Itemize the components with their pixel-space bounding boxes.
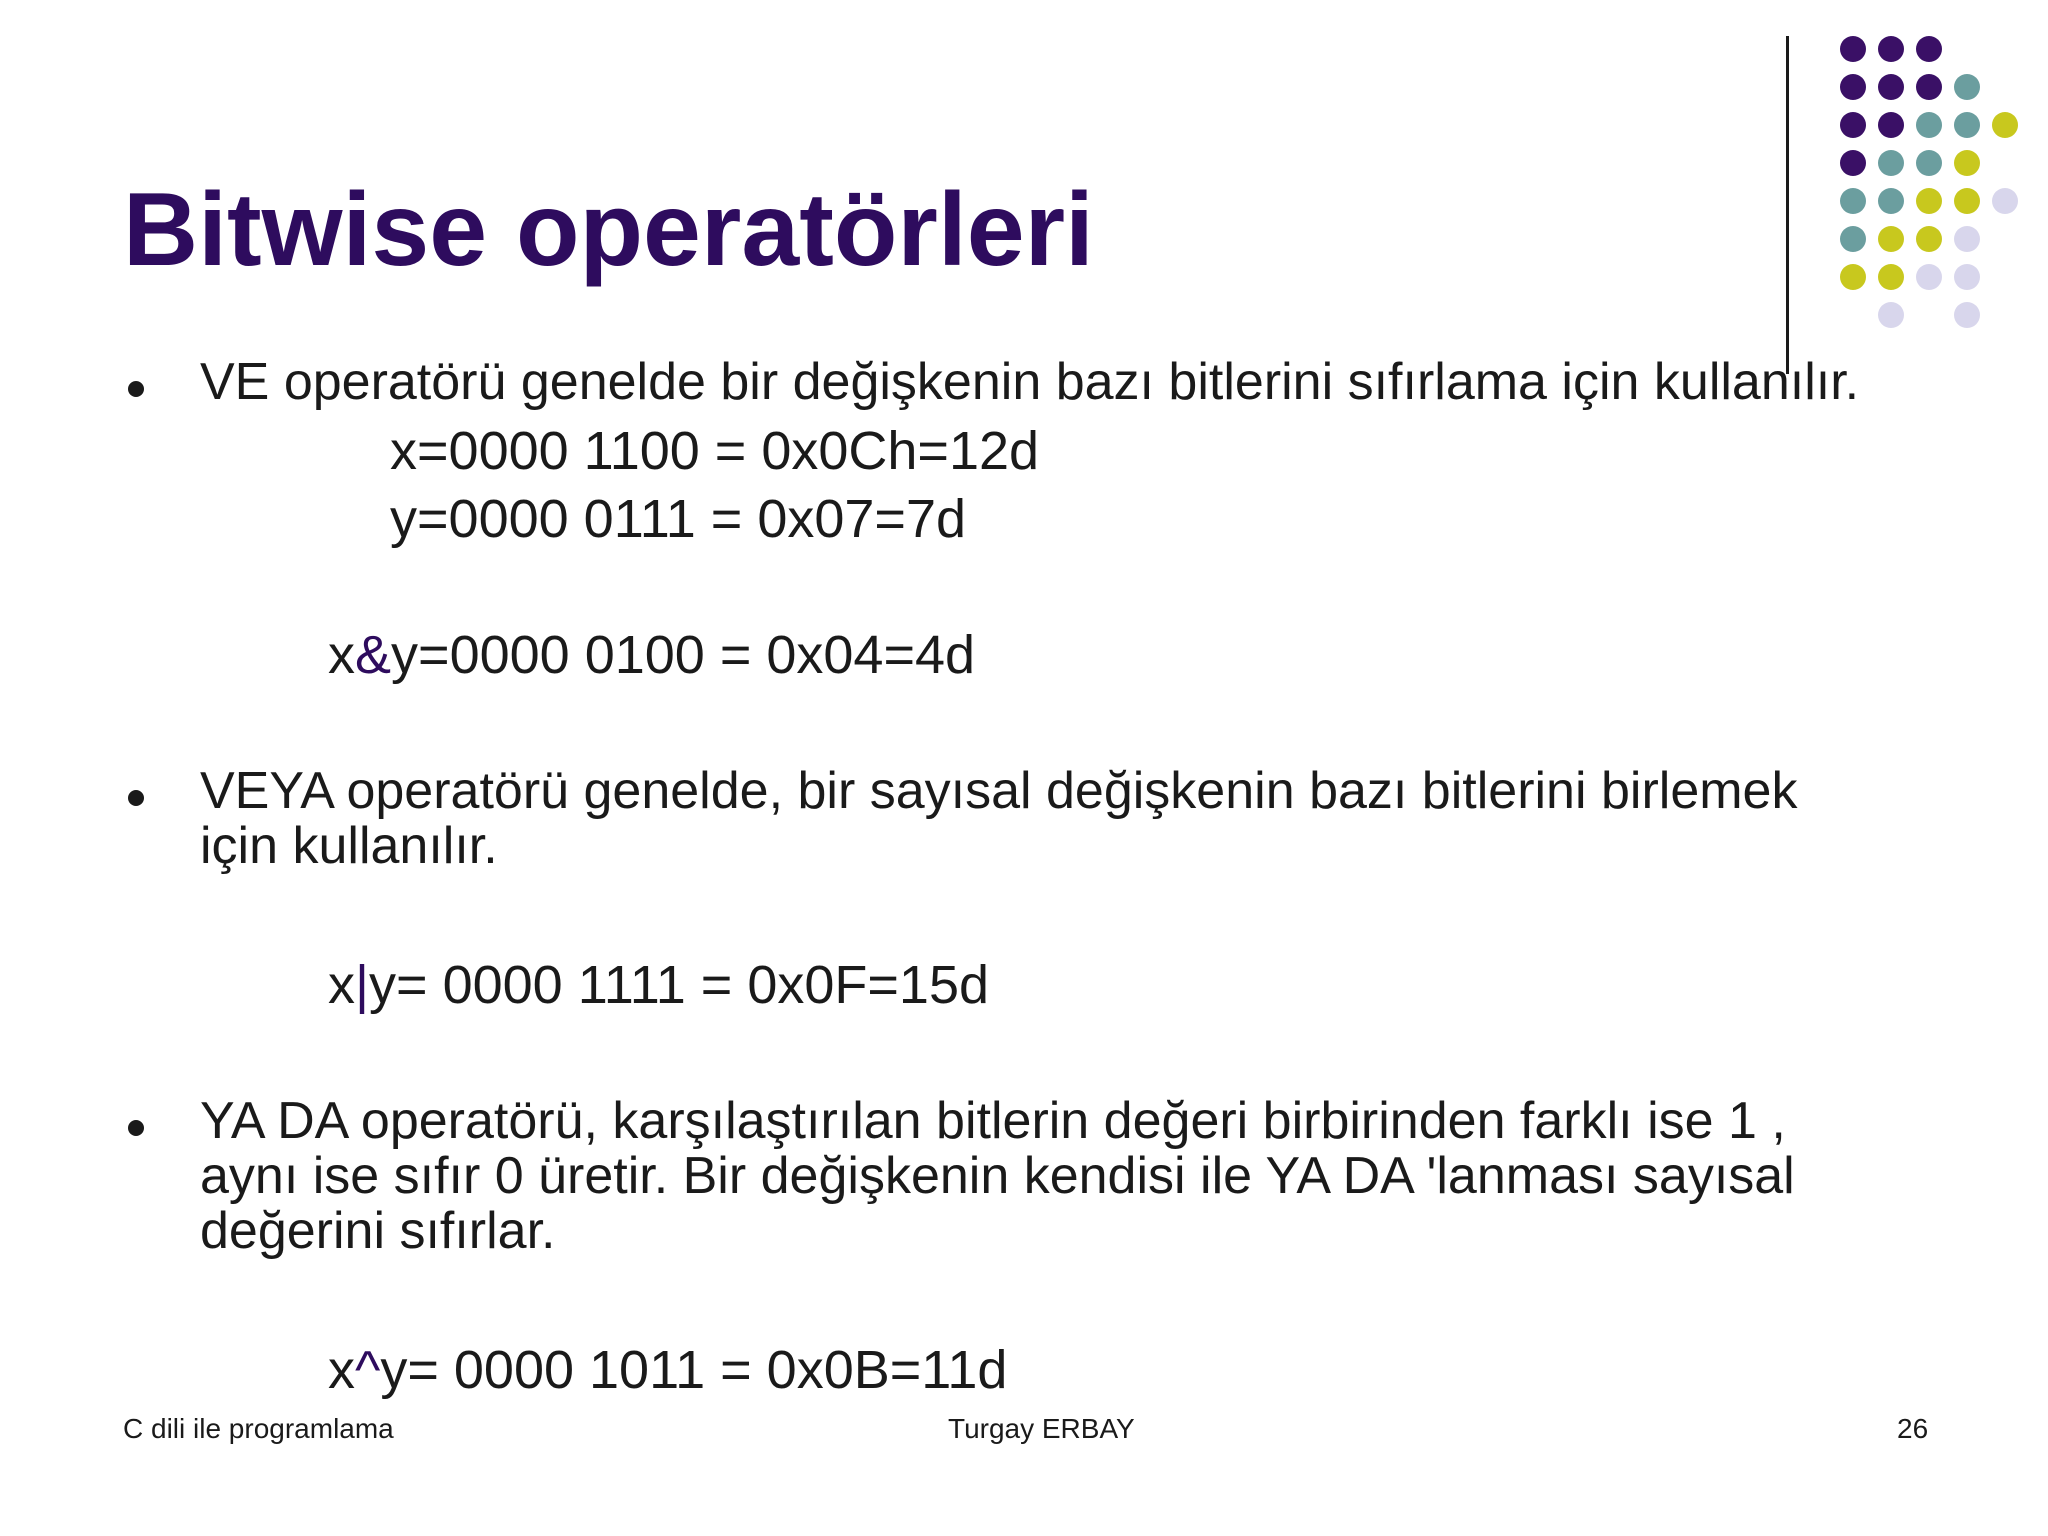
decorative-dot (1954, 112, 1980, 138)
footer-page-number: 26 (1897, 1413, 1929, 1444)
or-operator: | (355, 955, 370, 1015)
decorative-dot (1916, 188, 1942, 214)
decorative-dot (1954, 302, 1980, 328)
xor-result-text: y= 0000 1011 = 0x0B=11d (380, 1340, 1008, 1400)
bullet-text (200, 355, 1859, 410)
decorative-dot (1992, 112, 2018, 138)
decorative-dot (1954, 264, 1980, 290)
bullet-text (200, 764, 1797, 874)
decorative-dot (1916, 112, 1942, 138)
bullet-line: YA DA operatörü, karşılaştırılan bitlerin değeri birbirinden farklı ise 1 , (200, 1092, 1786, 1150)
code-y-definition: y=0000 0111 = 0x07=7d (390, 489, 967, 549)
code-x-definition: x=0000 1100 = 0x0Ch=12d (390, 421, 1040, 481)
footer-course-name: C dili ile programlama (123, 1413, 394, 1444)
decorative-dot (1840, 74, 1866, 100)
decorative-dot (1878, 264, 1904, 290)
decorative-dot (1840, 226, 1866, 252)
decorative-dot (1916, 74, 1942, 100)
decorative-dot (1954, 74, 1980, 100)
slide-title: Bitwise operatörleri (123, 172, 1094, 288)
decorative-dot (1916, 226, 1942, 252)
decorative-dot (1840, 36, 1866, 62)
bullet-line: VEYA operatörü genelde, bir sayısal değişkenin bazı bitlerini birlemek (200, 762, 1798, 820)
xor-operator: ^ (355, 1340, 381, 1400)
decorative-dot (1878, 302, 1904, 328)
decorative-dot (1916, 150, 1942, 176)
bullet-icon (128, 790, 144, 806)
code-or-result (328, 955, 990, 1015)
decorative-dot (1840, 264, 1866, 290)
decorative-dot (1878, 226, 1904, 252)
decorative-dot (1840, 112, 1866, 138)
and-operator: & (355, 625, 392, 685)
bullet-icon (128, 381, 144, 397)
decorative-dot (1916, 264, 1942, 290)
decorative-dot (1878, 188, 1904, 214)
code-and-result (328, 625, 976, 685)
operand-x: x (328, 955, 355, 1015)
code-xor-result (328, 1340, 1008, 1400)
bullet-text (200, 1094, 1795, 1259)
bullet-line: değerini sıfırlar. (200, 1202, 556, 1260)
decorative-dot (1916, 36, 1942, 62)
decorative-dot (1878, 74, 1904, 100)
and-result-text: y=0000 0100 = 0x04=4d (391, 625, 976, 685)
bullet-line: aynı ise sıfır 0 üretir. Bir değişkenin kendisi ile YA DA 'lanması sayısal (200, 1147, 1795, 1205)
decorative-dot (1954, 226, 1980, 252)
decorative-dot (1954, 150, 1980, 176)
decorative-dot (1878, 36, 1904, 62)
decorative-dot (1840, 188, 1866, 214)
divider-line (1786, 36, 1789, 374)
decorative-dot (1878, 112, 1904, 138)
or-result-text: y= 0000 1111 = 0x0F=15d (369, 955, 990, 1015)
decorative-dot (1840, 150, 1866, 176)
decorative-dot (1954, 188, 1980, 214)
bullet-line: için kullanılır. (200, 817, 498, 875)
operand-x: x (328, 1340, 355, 1400)
decorative-dot (1878, 150, 1904, 176)
bullet-line: VE operatörü genelde bir değişkenin bazı bitlerini sıfırlama için kullanılır. (200, 353, 1860, 411)
bullet-icon (128, 1120, 144, 1136)
operand-x: x (328, 625, 355, 685)
decorative-dot (1992, 188, 2018, 214)
footer-author: Turgay ERBAY (948, 1413, 1135, 1444)
